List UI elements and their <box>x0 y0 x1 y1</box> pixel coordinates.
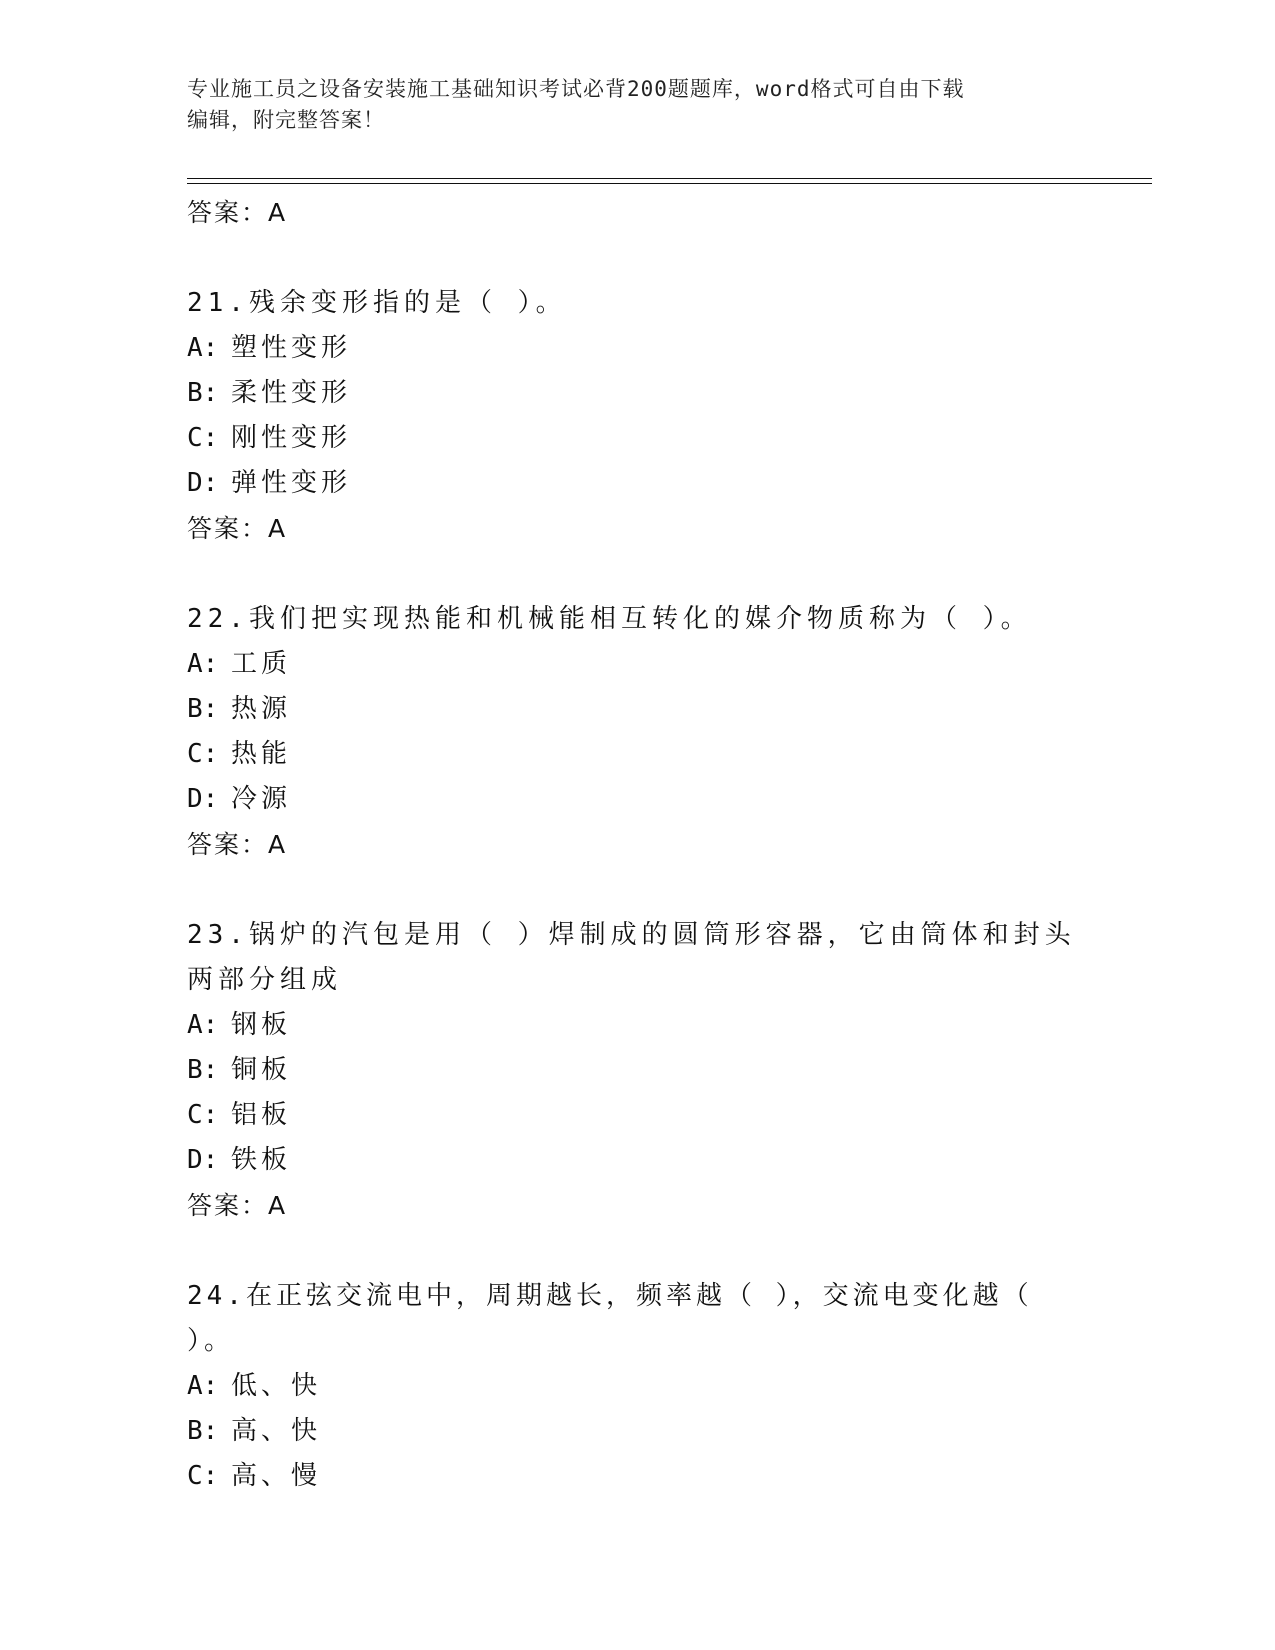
option-text: 冷源 <box>231 784 292 814</box>
header-line-1: 专业施工员之设备安装施工基础知识考试必背200题题库，word格式可自由下载 <box>187 77 965 101</box>
option-text: 铜板 <box>231 1055 292 1085</box>
option-b <box>187 371 1087 416</box>
option-text: 低、快 <box>231 1371 322 1401</box>
question-text: 24.在正弦交流电中，周期越长，频率越（ ），交流电变化越（ ）。 <box>187 1281 1033 1356</box>
option-c <box>187 416 1087 461</box>
option-b <box>187 1048 1087 1093</box>
option-d <box>187 777 1087 822</box>
option-letter: D: <box>187 1145 219 1175</box>
option-letter: B: <box>187 1055 219 1085</box>
option-text: 高、慢 <box>231 1461 322 1491</box>
option-c <box>187 732 1087 777</box>
option-d <box>187 1138 1087 1183</box>
answer-line: 答案：A <box>187 830 288 859</box>
option-letter: A: <box>187 1371 219 1401</box>
option-text: 铝板 <box>231 1100 292 1130</box>
question-list <box>187 190 1087 1499</box>
option-a <box>187 1364 1087 1409</box>
option-text: 热源 <box>231 694 292 724</box>
spacer <box>187 551 1087 597</box>
option-letter: D: <box>187 784 219 814</box>
option-text: 刚性变形 <box>231 423 352 453</box>
option-letter: A: <box>187 1010 219 1040</box>
option-letter: A: <box>187 333 219 363</box>
option-letter: B: <box>187 1416 219 1446</box>
option-letter: D: <box>187 468 219 498</box>
spacer <box>187 235 1087 281</box>
option-text: 高、快 <box>231 1416 322 1446</box>
option-text: 热能 <box>231 739 292 769</box>
option-letter: C: <box>187 1461 219 1491</box>
option-a <box>187 1003 1087 1048</box>
option-letter: C: <box>187 423 219 453</box>
answer-line: 答案：A <box>187 198 288 227</box>
answer-line: 答案：A <box>187 514 288 543</box>
option-a <box>187 326 1087 371</box>
question-text: 22.我们把实现热能和机械能相互转化的媒介物质称为（ ）。 <box>187 604 1032 634</box>
option-text: 铁板 <box>231 1145 292 1175</box>
option-b <box>187 1409 1087 1454</box>
spacer <box>187 1228 1087 1274</box>
option-text: 塑性变形 <box>231 333 352 363</box>
option-b <box>187 687 1087 732</box>
option-c <box>187 1454 1087 1499</box>
answer-line: 答案：A <box>187 1191 288 1220</box>
header-line-2: 编辑，附完整答案！ <box>187 108 385 132</box>
option-letter: C: <box>187 739 219 769</box>
option-a <box>187 642 1087 687</box>
option-letter: A: <box>187 649 219 679</box>
question-text: 23.锅炉的汽包是用（ ）焊制成的圆筒形容器，它由筒体和封头两部分组成 <box>187 920 1076 995</box>
question-block <box>187 1274 1087 1499</box>
question-block <box>187 913 1087 1228</box>
spacer <box>187 867 1087 913</box>
question-text: 21.残余变形指的是（ ）。 <box>187 288 567 318</box>
option-c <box>187 1093 1087 1138</box>
option-d <box>187 461 1087 506</box>
option-letter: C: <box>187 1100 219 1130</box>
option-text: 弹性变形 <box>231 468 352 498</box>
question-block <box>187 597 1087 867</box>
option-letter: B: <box>187 378 219 408</box>
header-divider-bottom <box>187 183 1152 184</box>
option-letter: B: <box>187 694 219 724</box>
option-text: 钢板 <box>231 1010 292 1040</box>
document-header <box>187 74 1067 136</box>
header-divider-top <box>187 178 1152 179</box>
question-block <box>187 281 1087 551</box>
option-text: 工质 <box>231 649 292 679</box>
option-text: 柔性变形 <box>231 378 352 408</box>
